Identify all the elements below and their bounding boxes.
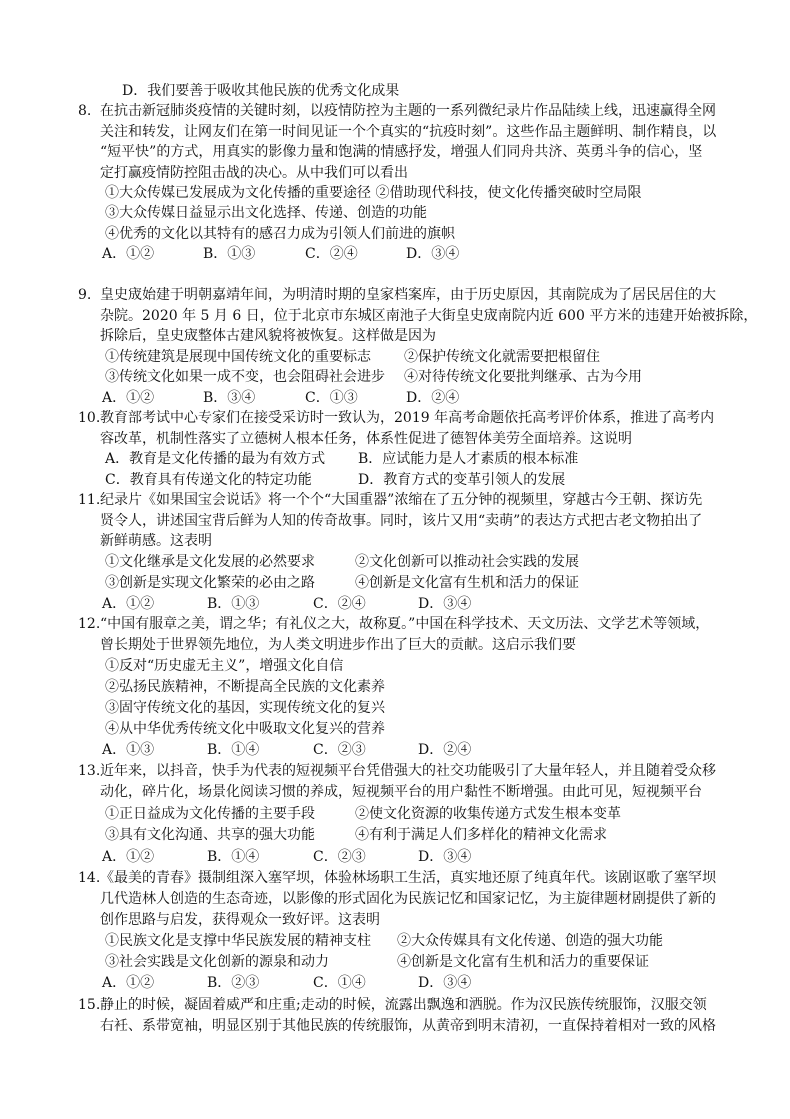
q8-choice: ①大众传媒已发展成为文化传播的重要途径 ②借助现代科技，使文化传播突破时空局限 (105, 185, 642, 201)
question-number: 8. (78, 103, 92, 119)
q8-stem-line: 关注和转发，让网友们在第一时间见证一个个真实的“抗疫时刻”。这些作品主题鲜明、制作精良，以 (100, 124, 717, 140)
q12-stem-line: 12.“中国有服章之美，谓之华；有礼仪之大，故称夏。”中国在科学技术、天文历法、文学艺术等领域， (78, 616, 710, 632)
q7-option-d: D．我们要善于吸收其他民族的优秀文化成果 (122, 83, 400, 99)
q10-option-a[interactable]: A．教育是文化传播的最为有效方式 (105, 451, 326, 467)
q13-choice: ①正日益成为文化传播的主要手段 (105, 806, 315, 822)
q8-stem-line: 8. 在抗击新冠肺炎疫情的关键时刻，以疫情防控为主题的一系列微纪录片作品陆续上线，迅速赢得全网 (78, 103, 716, 119)
q9-option-c[interactable]: C．①③ (305, 390, 358, 406)
q11-choice: ④创新是文化富有生机和活力的保证 (355, 575, 579, 591)
q14-stem-line: 几代造林人创造的生态奇迹，以影像的形式固化为民族记忆和国家记忆，为主旋律题材剧提供了新的 (100, 891, 716, 907)
q9-option-a[interactable]: A．①② (102, 390, 155, 406)
q12-option-d[interactable]: D．②④ (418, 742, 472, 758)
q13-choice: ④有利于满足人们多样化的精神文化需求 (355, 827, 607, 843)
question-number: 13. (78, 763, 101, 779)
q13-option-b[interactable]: B．①④ (207, 849, 260, 865)
q8-choice: ③大众传媒日益显示出文化选择、传递、创造的功能 (105, 205, 427, 221)
q11-option-a[interactable]: A．①② (102, 596, 155, 612)
q13-option-d[interactable]: D．③④ (418, 849, 472, 865)
q8-stem-line: 定打赢疫情防控阻击战的决心。从中我们可以看出 (100, 165, 408, 181)
q11-stem-line: 11.纪录片《如果国宝会说话》将一个个“大国重器”浓缩在了五分钟的视频里，穿越古今王朝、探访先 (78, 492, 703, 508)
q15-stem-line: 15.静止的时候，凝固着威严和庄重;走动的时候，流露出飘逸和洒脱。作为汉民族传统服饰，汉服交领 (78, 997, 707, 1013)
q13-choice: ②使文化资源的收集传递方式发生根本变革 (355, 806, 621, 822)
q11-option-d[interactable]: D．③④ (418, 596, 472, 612)
q13-stem-line: 13.近年来，以抖音，快手为代表的短视频平台凭借强大的社交功能吸引了大量年轻人，并且随着受众移 (78, 763, 716, 779)
q11-stem-line: 新鲜萌感。这表明 (100, 533, 212, 549)
q13-stem-line: 动化，碎片化，场景化阅读习惯的养成，短视频平台的用户黏性不断增强。由此可见，短视频平台 (100, 784, 702, 800)
q14-option-c[interactable]: C．①④ (313, 975, 366, 991)
question-number: 12. (78, 616, 101, 632)
q9-stem-line: 拆除后，皇史宬整体古建风貌将被恢复。这样做是因为 (100, 328, 436, 344)
q12-choice: ④从中华优秀传统文化中吸取文化复兴的营养 (105, 721, 385, 737)
q9-stem-line: 9. 皇史宬始建于明朝嘉靖年间，为明清时期的皇家档案库，由于历史原因，其南院成为了居民居住的大 (78, 287, 716, 303)
q9-choice: ②保护传统文化就需要把根留住 (404, 349, 600, 365)
q14-option-a[interactable]: A．①② (102, 975, 155, 991)
q8-choice: ④优秀的文化以其特有的感召力成为引领人们前进的旗帜 (105, 226, 455, 242)
q10-option-c[interactable]: C．教育具有传递文化的特定功能 (105, 472, 312, 488)
q13-option-c[interactable]: C．②③ (313, 849, 366, 865)
q12-option-a[interactable]: A．①③ (102, 742, 155, 758)
q12-option-c[interactable]: C．②③ (313, 742, 366, 758)
q13-choice: ③具有文化沟通、共享的强大功能 (105, 827, 315, 843)
q14-option-b[interactable]: B．②③ (207, 975, 260, 991)
question-number: 9. (78, 287, 92, 303)
q14-choice: ②大众传媒具有文化传递、创造的强大功能 (397, 933, 663, 949)
q14-choice: ①民族文化是支撑中华民族发展的精神支柱 (105, 933, 371, 949)
q12-choice: ①反对“历史虚无主义”，增强文化自信 (105, 658, 344, 674)
q14-choice: ④创新是文化富有生机和活力的重要保证 (397, 954, 649, 970)
q12-choice: ②弘扬民族精神，不断提高全民族的文化素养 (105, 679, 385, 695)
q11-option-b[interactable]: B．①③ (207, 596, 260, 612)
q12-option-b[interactable]: B．①④ (207, 742, 260, 758)
q10-option-b[interactable]: B．应试能力是人才素质的根本标准 (358, 451, 579, 467)
q12-choice: ③固守传统文化的基因，实现传统文化的复兴 (105, 700, 385, 716)
q11-choice: ①文化继承是文化发展的必然要求 (105, 554, 315, 570)
q9-choice: ①传统建筑是展现中国传统文化的重要标志 (105, 349, 371, 365)
q9-choice: ④对待传统文化要批判继承、古为今用 (404, 369, 642, 385)
q11-choice: ③创新是实现文化繁荣的必由之路 (105, 575, 315, 591)
q12-stem-line: 曾长期处于世界领先地位，为人类文明进步作出了巨大的贡献。这启示我们要 (100, 637, 576, 653)
question-number: 10. (78, 410, 101, 426)
q11-stem-line: 贤令人，讲述国宝背后鲜为人知的传奇故事。同时，该片又用“卖萌”的表达方式把古老文物拍出了 (100, 513, 703, 529)
q8-option-d[interactable]: D．③④ (406, 246, 460, 262)
q8-option-c[interactable]: C．②④ (305, 246, 358, 262)
q10-option-d[interactable]: D．教育方式的变革引领人的发展 (358, 472, 566, 488)
q9-choice: ③传统文化如果一成不变，也会阻碍社会进步 (105, 369, 385, 385)
q9-option-d[interactable]: D．②④ (406, 390, 460, 406)
question-number: 11. (78, 492, 101, 508)
q14-stem-line: 创作思路与启发，获得观众一致好评。这表明 (100, 912, 380, 928)
q15-stem-line: 右衽、系带宽袖，明显区别于其他民族的传统服饰，从黄帝到明末清初，一直保持着相对一致的风格 (100, 1018, 716, 1034)
q14-stem-line: 14.《最美的青春》摄制组深入塞罕坝，体验林场职工生活，真实地还原了纯真年代。该剧讴歌了塞罕坝 (78, 870, 716, 886)
question-number: 15. (78, 997, 101, 1013)
q9-option-b[interactable]: B．③④ (203, 390, 256, 406)
q13-option-a[interactable]: A．①② (102, 849, 155, 865)
q10-stem-line: 容改革，机制性落实了立德树人根本任务，体系性促进了德智体美劳全面培养。这说明 (100, 431, 632, 447)
q11-option-c[interactable]: C．②④ (313, 596, 366, 612)
q14-choice: ③社会实践是文化创新的源泉和动力 (105, 954, 329, 970)
q8-option-a[interactable]: A．①② (102, 246, 155, 262)
q8-stem-line: “短平快”的方式，用真实的影像力量和饱满的情感抒发，增强人们同舟共济、英勇斗争的信心，坚 (100, 144, 703, 160)
q8-option-b[interactable]: B．①③ (203, 246, 256, 262)
q10-stem-line: 10.教育部考试中心专家们在接受采访时一致认为，2019 年高考命题依托高考评价体系，推进了高考内 (78, 410, 715, 426)
question-number: 14. (78, 870, 101, 886)
q11-choice: ②文化创新可以推动社会实践的发展 (355, 554, 579, 570)
q9-stem-line: 杂院。2020 年 5 月 6 日，位于北京市东城区南池子大街皇史宬南院内近 600 平方米的违建开始被拆除， (100, 308, 758, 324)
q14-option-d[interactable]: D．③④ (418, 975, 472, 991)
